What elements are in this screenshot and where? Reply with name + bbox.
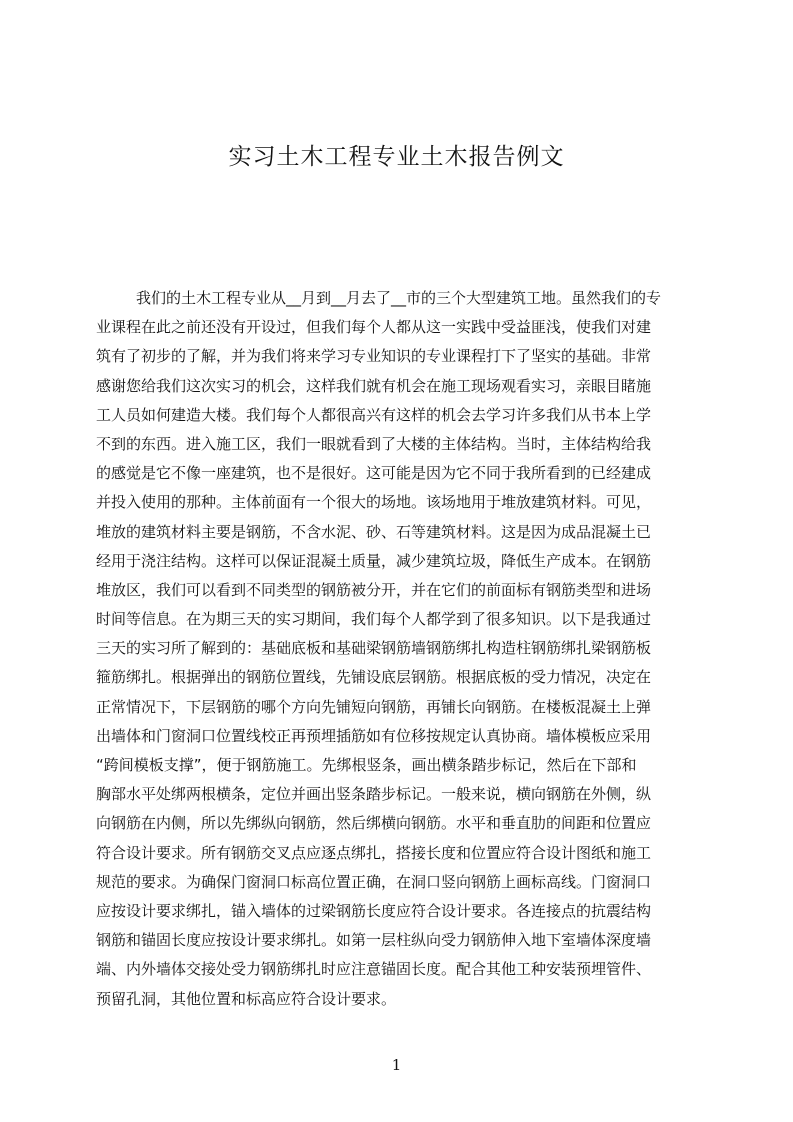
paragraph-line: 正常情况下，下层钢筋的哪个方向先铺短向钢筋，再铺长向钢筋。在楼板混凝土上弹 [96, 697, 652, 716]
paragraph-line: 的感觉是它不像一座建筑，也不是很好。这可能是因为它不同于我所看到的已经建成 [96, 464, 652, 483]
paragraph-line: 经用于浇注结构。这样可以保证混凝土质量，减少建筑垃圾，降低生产成本。在钢筋 [96, 551, 652, 570]
paragraph-line: “跨间模板支撑”，便于钢筋施工。先绑根竖条，画出横条踏步标记，然后在下部和 [96, 756, 637, 774]
paragraph-line: 箍筋绑扎。根据弹出的钢筋位置线，先铺设底层钢筋。根据底板的受力情况，决定在 [96, 668, 652, 687]
body-paragraph [96, 284, 700, 1014]
paragraph-line: 工人员如何建造大楼。我们每个人都很高兴有这样的机会去学习许多我们从书本上学 [96, 405, 652, 424]
paragraph-line: 时间等信息。在为期三天的实习期间，我们每个人都学到了很多知识。以下是我通过 [96, 610, 652, 629]
document-title: 实习土木工程专业土木报告例文 [228, 144, 565, 170]
paragraph-line: 堆放的建筑材料主要是钢筋，不含水泥、砂、石等建筑材料。这是因为成品混凝土已 [96, 522, 652, 541]
paragraph-line: 出墙体和门窗洞口位置线校正再预埋插筋如有位移按规定认真协商。墙体模板应采用 [96, 726, 652, 745]
paragraph-line: 端、内外墙体交接处受力钢筋绑扎时应注意锚固长度。配合其他工种安装预埋管件、 [96, 960, 652, 979]
paragraph-line: 我们的土木工程专业从__月到__月去了__市的三个大型建筑工地。虽然我们的专 [136, 289, 662, 307]
paragraph-line: 应按设计要求绑扎，锚入墙体的过梁钢筋长度应符合设计要求。各连接点的抗震结构 [96, 901, 652, 920]
paragraph-line: 业课程在此之前还没有开设过，但我们每个人都从这一实践中受益匪浅，使我们对建 [96, 318, 652, 337]
paragraph-line: 并投入使用的那种。主体前面有一个很大的场地。该场地用于堆放建筑材料。可见， [96, 493, 652, 512]
paragraph-line: 胸部水平处绑两根横条，定位并画出竖条踏步标记。一般来说，横向钢筋在外侧，纵 [96, 785, 652, 804]
paragraph-line: 向钢筋在内侧，所以先绑纵向钢筋，然后绑横向钢筋。水平和垂直肋的间距和位置应 [96, 814, 652, 833]
paragraph-line: 感谢您给我们这次实习的机会，这样我们就有机会在施工现场观看实习，亲眼目睹施 [96, 376, 652, 395]
paragraph-line: 筑有了初步的了解，并为我们将来学习专业知识的专业课程打下了坚实的基础。非常 [96, 347, 652, 366]
paragraph-line: 符合设计要求。所有钢筋交叉点应逐点绑扎，搭接长度和位置应符合设计图纸和施工 [96, 843, 652, 862]
paragraph-line: 三天的实习所了解到的：基础底板和基础梁钢筋墙钢筋绑扎构造柱钢筋绑扎梁钢筋板 [96, 639, 652, 658]
paragraph-line: 钢筋和锚固长度应按设计要求绑扎。如第一层柱纵向受力钢筋伸入地下室墙体深度墙 [96, 931, 652, 950]
paragraph-line: 堆放区，我们可以看到不同类型的钢筋被分开，并在它们的前面标有钢筋类型和进场 [96, 580, 652, 599]
page-number: 1 [391, 1056, 402, 1074]
paragraph-line: 规范的要求。为确保门窗洞口标高位置正确，在洞口竖向钢筋上画标高线。门窗洞口 [96, 872, 652, 891]
paragraph-line: 不到的东西。进入施工区，我们一眼就看到了大楼的主体结构。当时，主体结构给我 [96, 434, 652, 453]
paragraph-line: 预留孔洞，其他位置和标高应符合设计要求。 [96, 989, 397, 1008]
